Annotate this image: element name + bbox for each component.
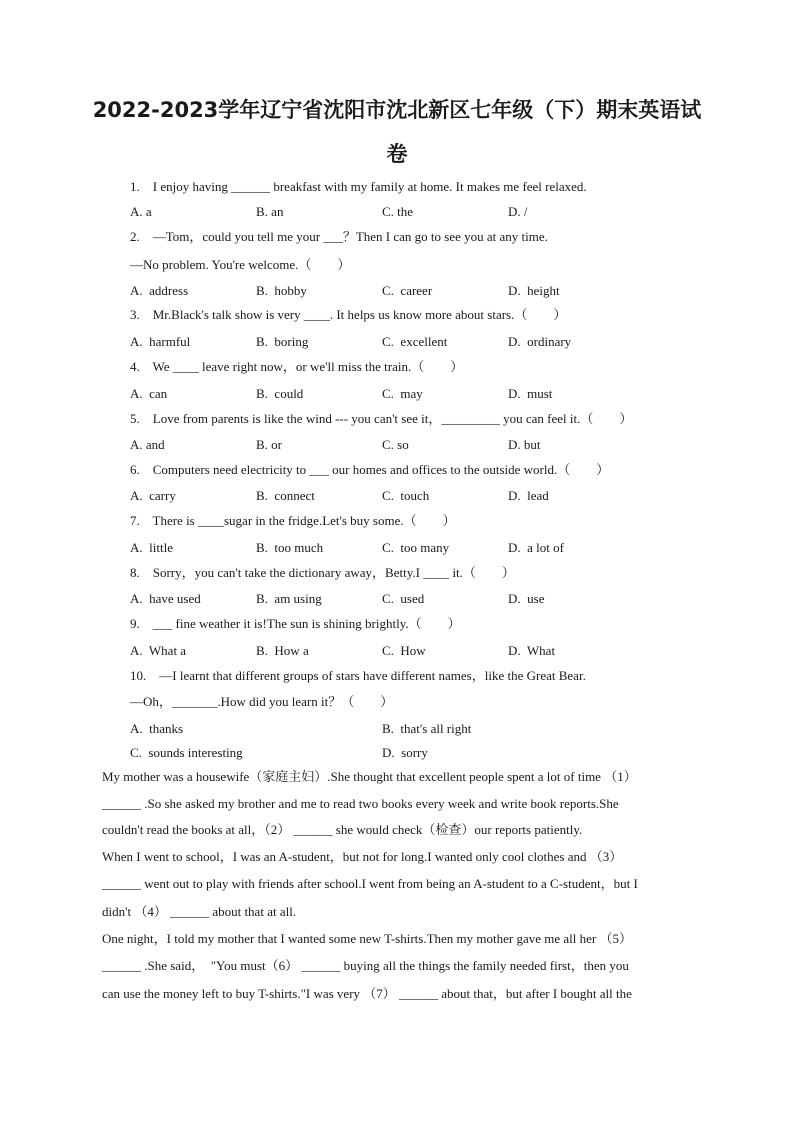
option-a: A. harmful [130,334,191,349]
option-d: D. use [508,591,545,606]
option-b: B. boring [256,334,309,349]
option-b: B. How a [256,643,309,658]
option-c: C. the [382,204,414,219]
option-c: C. excellent [382,334,448,349]
option-d: D. What [508,643,556,658]
question-stem: 5. Love from parents is like the wind --- you can't see it，_________ you can feel it.（ ） [130,411,633,426]
passage-line: ______ .She said， "You must（6） ______ buying all the things the family needed first，then you [102,958,629,973]
passage-line: When I went to school，I was an A-student，but not for long.I wanted only cool clothes and （3） [102,849,623,864]
option-a: A. a [130,204,152,219]
option-b: B. or [256,437,282,452]
passage-line: can use the money left to buy T-shirts."I was very （7） ______ about that，but after I bought all the [102,986,632,1001]
option-b: B. hobby [256,283,307,298]
passage-line: ______ went out to play with friends after school.I went from being an A-student to a C-student，but I [102,876,638,891]
question-stem-continued: —Oh，_______.How did you learn it？（ ） [130,694,394,709]
option-b: B. could [256,386,304,401]
option-c: C. sounds interesting [130,745,243,760]
question-stem: 1. I enjoy having ______ breakfast with my family at home. It makes me feel relaxed. [130,179,587,194]
question-stem: 4. We ____ leave right now，or we'll miss the train.（ ） [130,359,464,374]
passage-line: One night，I told my mother that I wanted some new T-shirts.Then my mother gave me all her （5） [102,931,633,946]
option-c: C. career [382,283,433,298]
question-stem-continued: —No problem. You're welcome.（ ） [130,257,351,272]
passage-line: didn't （4） ______ about that at all. [102,904,297,919]
option-d: D. sorry [382,745,428,760]
option-a: A. little [130,540,173,555]
page-title-continued: 卷 [386,142,408,166]
option-d: D. height [508,283,560,298]
option-c: C. may [382,386,423,401]
option-d: D. ordinary [508,334,572,349]
option-d: D. a lot of [508,540,564,555]
question-stem: 9. ___ fine weather it is!The sun is shining brightly.（ ） [130,616,461,631]
option-b: B. connect [256,488,315,503]
option-a: A. have used [130,591,201,606]
option-b: B. am using [256,591,322,606]
option-d: D. but [508,437,541,452]
question-stem: 6. Computers need electricity to ___ our homes and offices to the outside world.（ ） [130,462,610,477]
question-stem: 2. —Tom，could you tell me your ___？Then I can go to see you at any time. [130,229,548,244]
passage-line: ______ .So she asked my brother and me to read two books every week and write book reports.She [102,796,619,811]
option-a: A. address [130,283,189,298]
option-d: D. lead [508,488,549,503]
question-stem: 3. Mr.Black's talk show is very ____. It helps us know more about stars.（ ） [130,307,567,322]
question-stem: 8. Sorry，you can't take the dictionary away，Betty.I ____ it.（ ） [130,565,515,580]
passage-line: couldn't read the books at all，（2） ______ she would check（检查）our reports patiently. [102,822,583,837]
option-a: A. thanks [130,721,184,736]
option-c: C. too many [382,540,450,555]
option-b: B. that's all right [382,721,472,736]
option-c: C. touch [382,488,430,503]
option-d: D. / [508,204,528,219]
option-a: A. What a [130,643,187,658]
question-stem: 10. —I learnt that different groups of stars have different names，like the Great Bear. [130,668,586,683]
option-c: C. so [382,437,409,452]
option-d: D. must [508,386,553,401]
option-a: A. and [130,437,165,452]
page-title: 2022-2023学年辽宁省沈阳市沈北新区七年级（下）期末英语试 [92,98,702,122]
passage-line: My mother was a housewife（家庭主妇）.She thought that excellent people spent a lot of time （1） [102,769,637,784]
question-stem: 7. There is ____sugar in the fridge.Let's buy some.（ ） [130,513,456,528]
option-a: A. can [130,386,168,401]
option-b: B. too much [256,540,324,555]
option-a: A. carry [130,488,176,503]
option-c: C. used [382,591,425,606]
option-c: C. How [382,643,426,658]
option-b: B. an [256,204,284,219]
